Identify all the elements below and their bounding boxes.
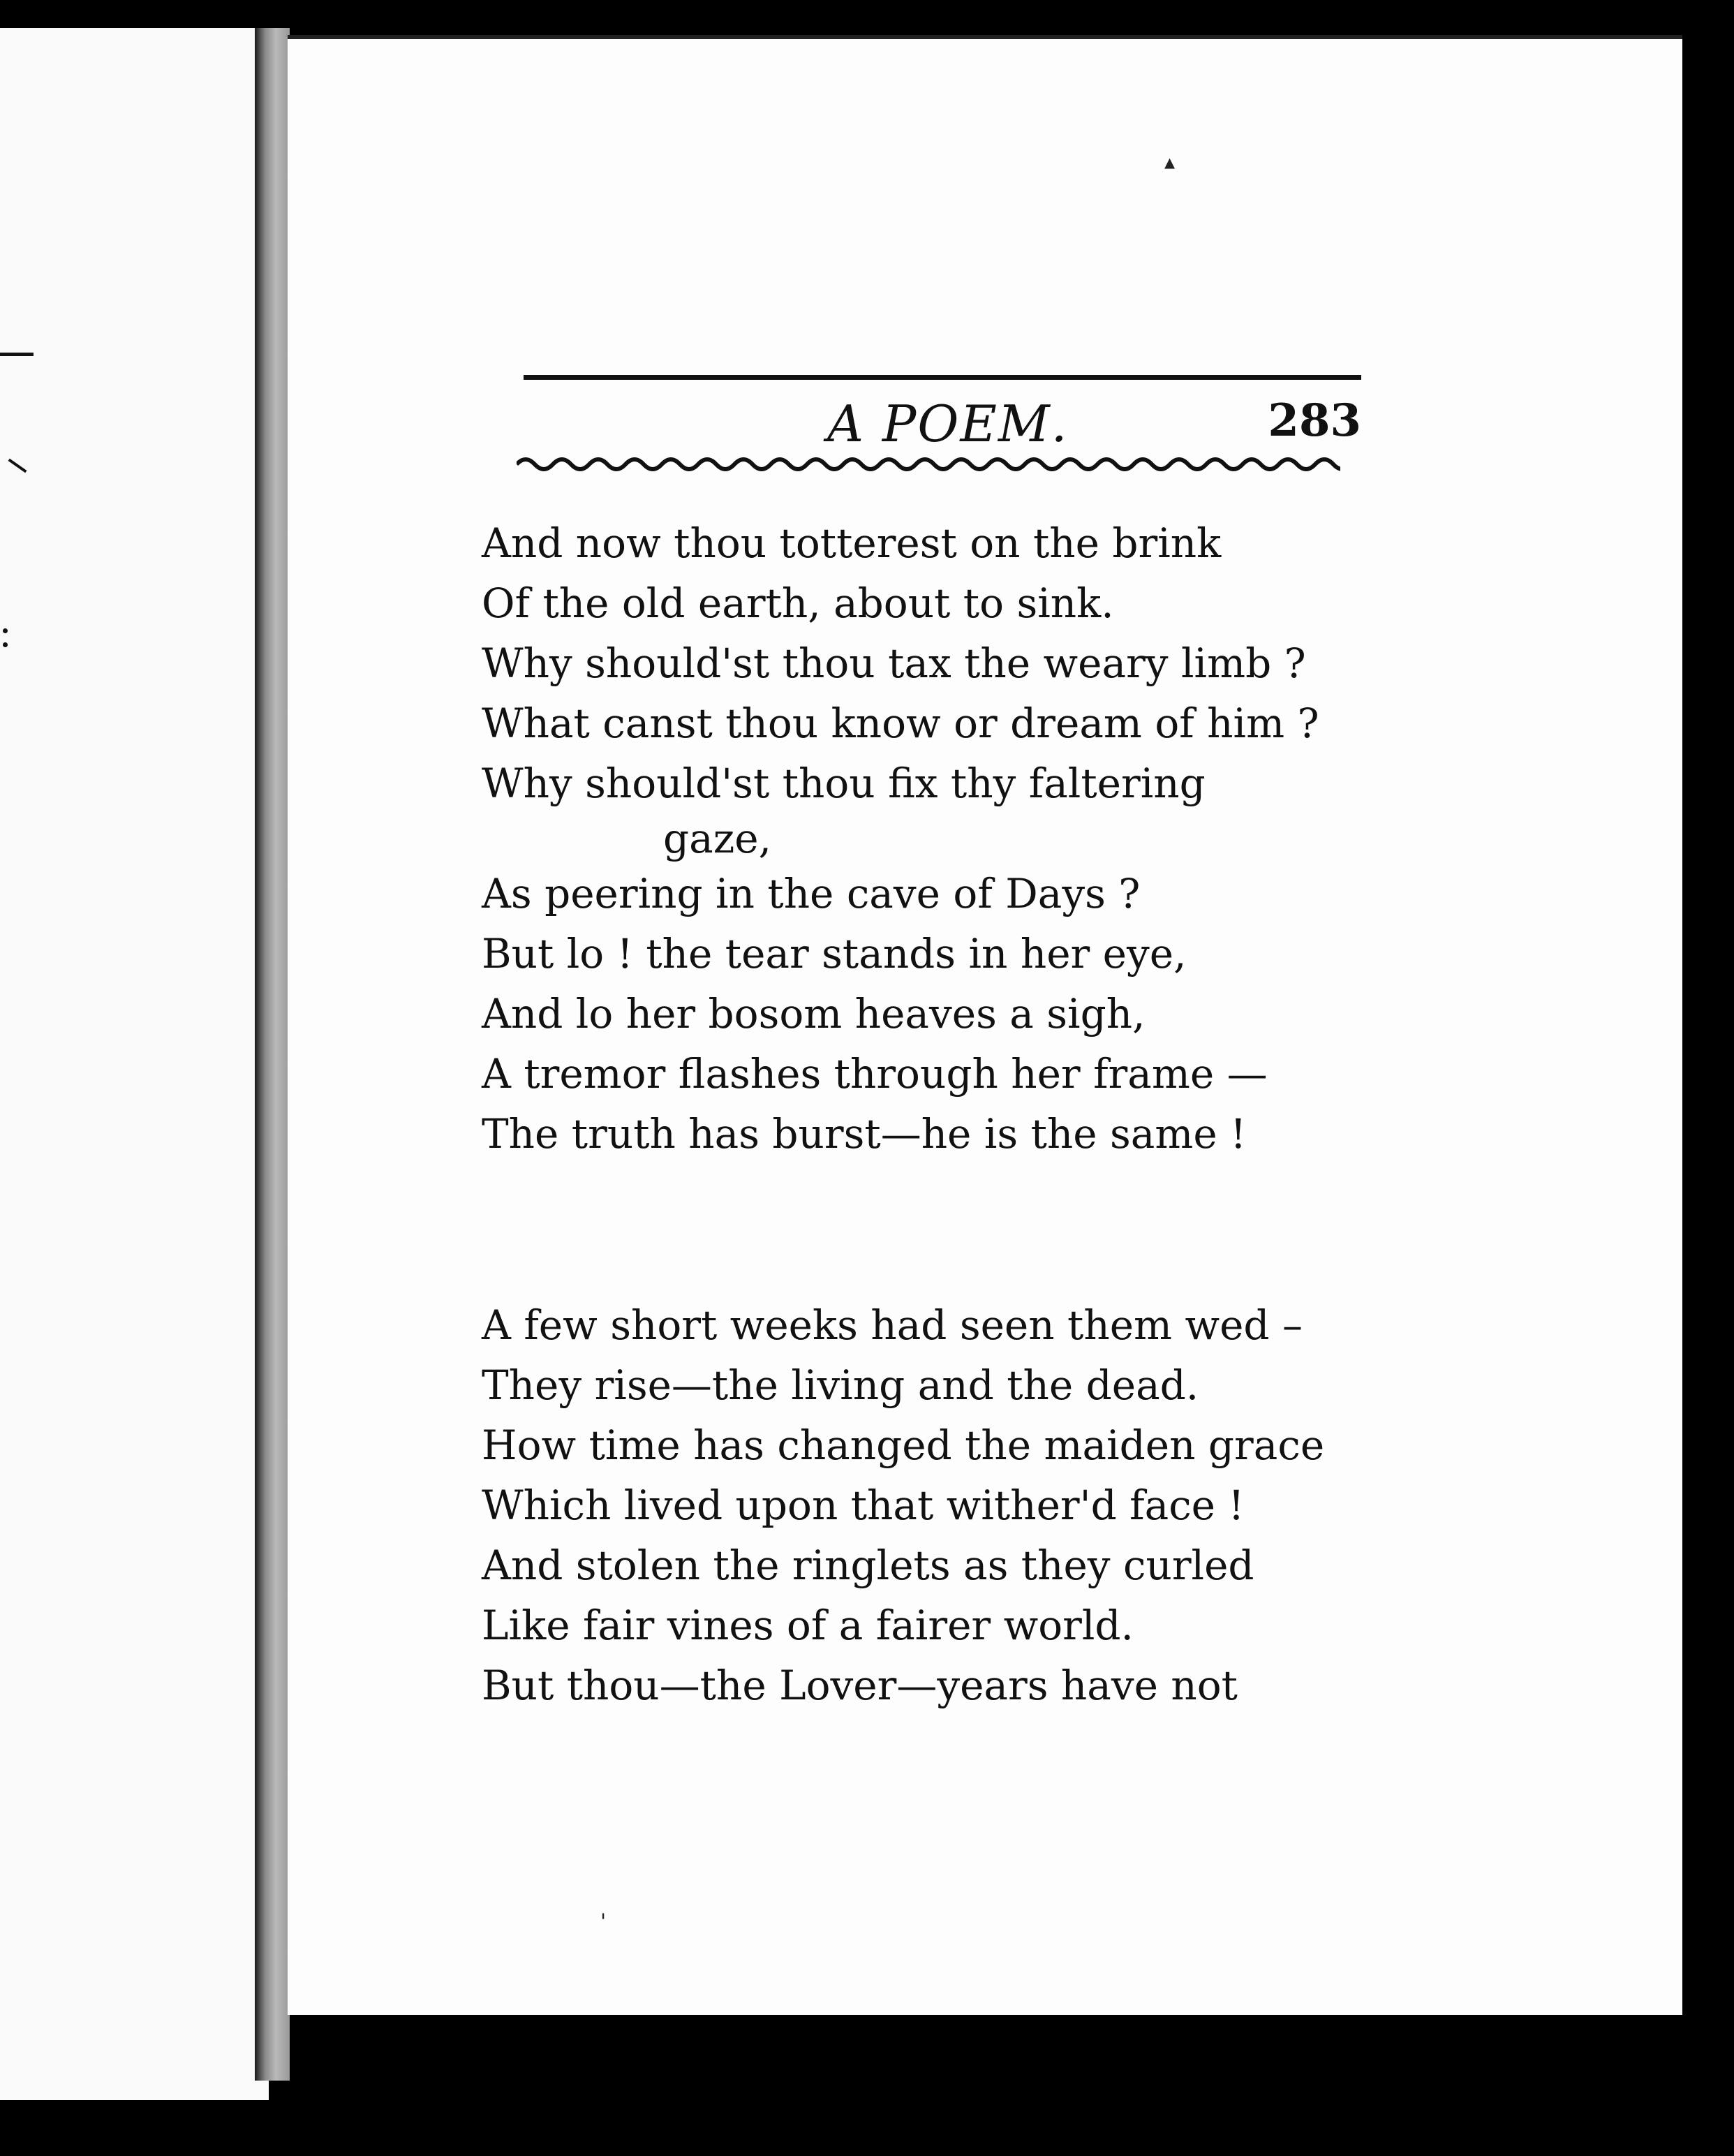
poem-line: And stolen the ringlets as they curled bbox=[482, 1542, 1254, 1589]
poem-line: Why should'st thou tax the weary limb ? bbox=[482, 640, 1306, 687]
previous-page-colon-mark bbox=[3, 642, 8, 647]
poem-line: As peering in the cave of Days ? bbox=[482, 870, 1141, 917]
running-head bbox=[524, 394, 1361, 457]
poem-line-continuation: gaze, bbox=[663, 815, 772, 862]
poem-line: Like fair vines of a fairer world. bbox=[482, 1602, 1134, 1649]
poem-line: The truth has burst—he is the same ! bbox=[482, 1110, 1247, 1158]
poem-line: And now thou totterest on the brink bbox=[482, 519, 1222, 567]
scan-speck: ' bbox=[600, 1910, 607, 1934]
scan-speck: ▴ bbox=[1164, 150, 1176, 175]
poem-line: How time has changed the maiden grace bbox=[482, 1422, 1325, 1469]
book-gutter bbox=[255, 28, 290, 2081]
poem-line: But thou—the Lover—years have not bbox=[482, 1662, 1238, 1709]
page-title: A POEM. bbox=[827, 394, 1069, 453]
wavy-rule-path bbox=[517, 459, 1340, 469]
decorative-wavy-rule bbox=[517, 450, 1340, 478]
page-number: 283 bbox=[1268, 394, 1361, 447]
poem-line: Why should'st thou fix thy faltering bbox=[482, 760, 1206, 807]
previous-page-edge bbox=[0, 28, 269, 2100]
poem-line: Which lived upon that wither'd face ! bbox=[482, 1482, 1245, 1529]
poem-line: Of the old earth, about to sink. bbox=[482, 579, 1114, 627]
previous-page-glyph-mark bbox=[8, 459, 27, 473]
poem-line: But lo ! the tear stands in her eye, bbox=[482, 930, 1187, 977]
poem-line: A tremor flashes through her frame — bbox=[482, 1050, 1268, 1098]
poem-line: They rise—the living and the dead. bbox=[482, 1361, 1199, 1409]
stanza-2 bbox=[482, 1295, 1361, 1715]
poem-line: And lo her bosom heaves a sigh, bbox=[482, 990, 1146, 1038]
header-rule bbox=[524, 375, 1361, 380]
stanza-1 bbox=[482, 513, 1361, 1164]
previous-page-rule-mark bbox=[0, 353, 34, 356]
poem-line: A few short weeks had seen them wed – bbox=[482, 1301, 1303, 1349]
previous-page-colon-mark bbox=[3, 628, 8, 633]
poem-line: What canst thou know or dream of him ? bbox=[482, 700, 1319, 747]
